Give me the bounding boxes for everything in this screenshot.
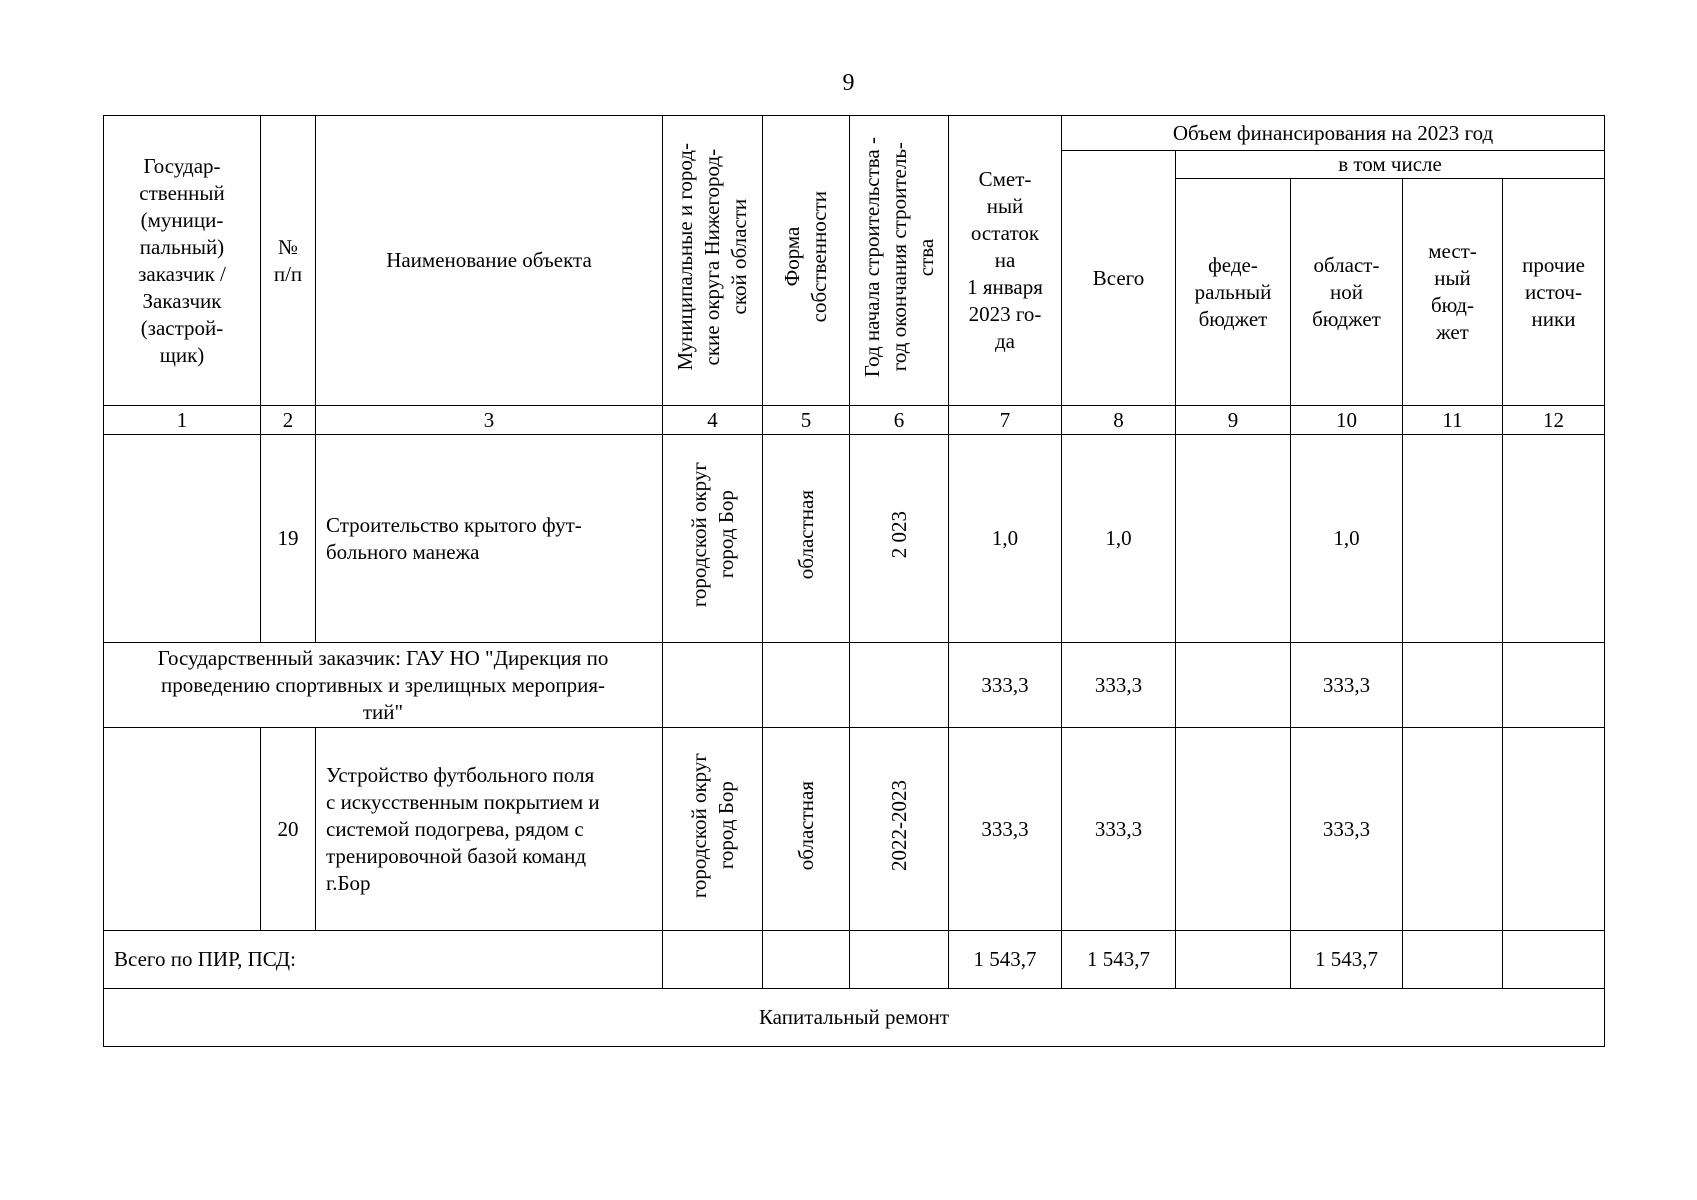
header-years	[850, 116, 949, 406]
total-label: Всего по ПИР, ПСД:	[104, 931, 663, 989]
column-number: 11	[1403, 406, 1503, 435]
years-cell	[850, 643, 949, 728]
regional-value: 1 543,7	[1291, 931, 1403, 989]
other-value	[1503, 931, 1605, 989]
years-text: 2 023	[886, 511, 911, 559]
ownership-cell	[763, 643, 850, 728]
municipality-text: городской округ город Бор	[686, 462, 738, 608]
table-row-19	[104, 435, 1605, 643]
object-name: Строительство крытого фут- больного манежа	[316, 435, 663, 643]
total-value: 1 543,7	[1062, 931, 1176, 989]
total-value: 1,0	[1062, 435, 1176, 643]
header-ownership-text: Форма собственности	[780, 191, 831, 323]
header-federal: феде- ральный бюджет	[1176, 179, 1291, 406]
regional-value: 333,3	[1291, 643, 1403, 728]
remainder-value: 1 543,7	[949, 931, 1062, 989]
header-other: прочие источ- ники	[1503, 179, 1605, 406]
column-number: 10	[1291, 406, 1403, 435]
local-value	[1403, 728, 1503, 931]
header-municipality-text: Муниципальные и город- ские округа Нижегород- ской области	[673, 143, 751, 371]
header-including: в том числе	[1176, 151, 1605, 179]
column-number: 1	[104, 406, 261, 435]
column-number: 2	[261, 406, 316, 435]
municipality-cell	[663, 931, 763, 989]
customer-cell	[104, 728, 261, 931]
column-number: 3	[316, 406, 663, 435]
local-value	[1403, 643, 1503, 728]
total-value: 333,3	[1062, 643, 1176, 728]
federal-value	[1176, 643, 1291, 728]
customer-label: Государственный заказчик: ГАУ НО "Дирекция по проведению спортивных и зрелищных мероприя- тий"	[104, 643, 663, 728]
section-title: Капитальный ремонт	[104, 989, 1605, 1047]
row-number: 20	[261, 728, 316, 931]
other-value	[1503, 435, 1605, 643]
table-row-20	[104, 728, 1605, 931]
customer-cell	[104, 435, 261, 643]
regional-value: 1,0	[1291, 435, 1403, 643]
column-number: 4	[663, 406, 763, 435]
municipality-cell	[663, 435, 763, 643]
header-years-text: Год начала строительства - год окончания строитель- ства	[859, 136, 938, 378]
ownership-text: областная	[793, 780, 818, 871]
page-number: 9	[842, 70, 855, 96]
column-number: 8	[1062, 406, 1176, 435]
header-funding-title: Объем финансирования на 2023 год	[1062, 116, 1605, 151]
header-estimated-remainder: Смет- ный остаток на 1 января 2023 го- да	[949, 116, 1062, 406]
ownership-cell	[763, 728, 850, 931]
total-row	[104, 931, 1605, 989]
federal-value	[1176, 728, 1291, 931]
remainder-value: 333,3	[949, 643, 1062, 728]
header-row-1	[104, 116, 1605, 151]
header-object-name: Наименование объекта	[316, 116, 663, 406]
municipality-text: городской округ город Бор	[686, 752, 738, 899]
years-text: 2022-2023	[886, 780, 911, 871]
local-value	[1403, 931, 1503, 989]
column-number: 9	[1176, 406, 1291, 435]
municipality-cell	[663, 643, 763, 728]
regional-value: 333,3	[1291, 728, 1403, 931]
ownership-text: областная	[793, 490, 818, 580]
column-number: 6	[850, 406, 949, 435]
customer-row	[104, 643, 1605, 728]
remainder-value: 1,0	[949, 435, 1062, 643]
section-row	[104, 989, 1605, 1047]
ownership-cell	[763, 435, 850, 643]
total-value: 333,3	[1062, 728, 1176, 931]
local-value	[1403, 435, 1503, 643]
header-ownership	[763, 116, 850, 406]
federal-value	[1176, 435, 1291, 643]
header-customer: Государ- ственный (муници- пальный) заказчик / Заказчик (застрой- щик)	[104, 116, 261, 406]
column-number: 12	[1503, 406, 1605, 435]
years-cell	[850, 728, 949, 931]
row-number: 19	[261, 435, 316, 643]
federal-value	[1176, 931, 1291, 989]
header-municipality	[663, 116, 763, 406]
header-number: № п/п	[261, 116, 316, 406]
column-number: 5	[763, 406, 850, 435]
header-local: мест- ный бюд- жет	[1403, 179, 1503, 406]
years-cell	[850, 435, 949, 643]
other-value	[1503, 643, 1605, 728]
remainder-value: 333,3	[949, 728, 1062, 931]
column-numbers-row	[104, 406, 1605, 435]
header-total: Всего	[1062, 151, 1176, 406]
column-number: 7	[949, 406, 1062, 435]
header-regional: област- ной бюджет	[1291, 179, 1403, 406]
years-cell	[850, 931, 949, 989]
other-value	[1503, 728, 1605, 931]
object-name: Устройство футбольного поля с искусственным покрытием и системой подогрева, рядом с тренировочной базой команд г.Бор	[316, 728, 663, 931]
ownership-cell	[763, 931, 850, 989]
financing-table	[103, 115, 1605, 1047]
municipality-cell	[663, 728, 763, 931]
